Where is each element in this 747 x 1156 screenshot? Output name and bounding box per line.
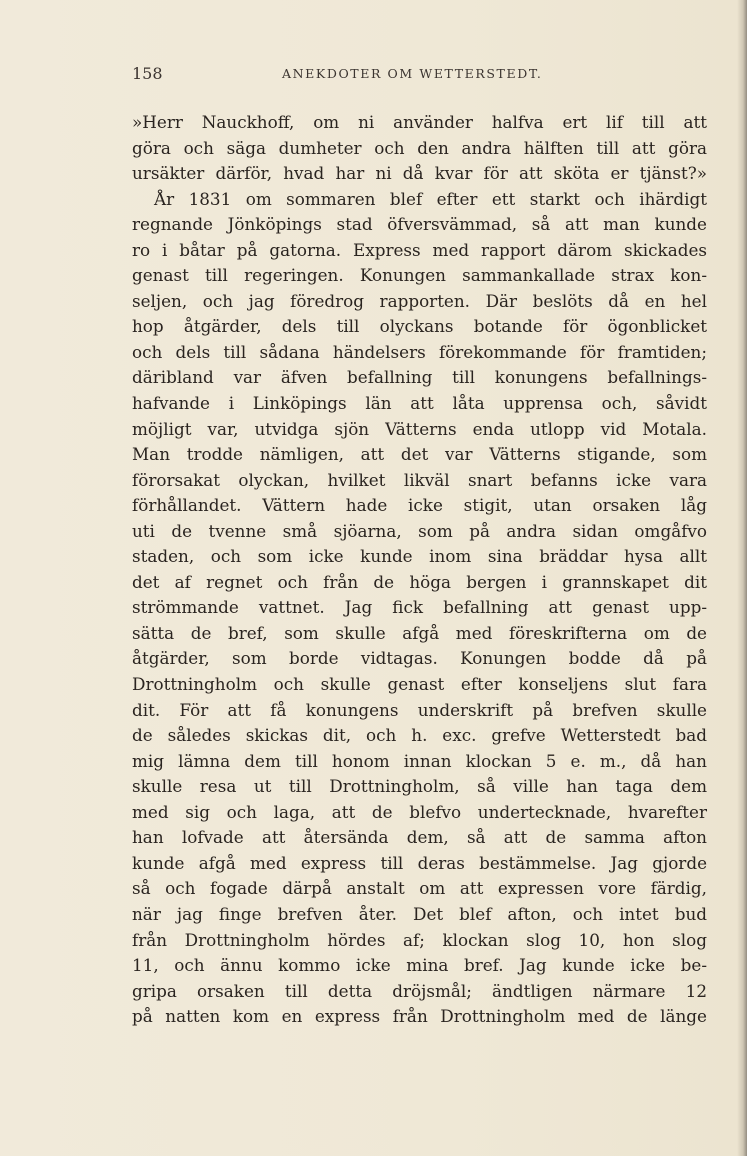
text-line: kunde afgå med express till deras bestämmelse. Jag gjorde [132,852,707,873]
page-number: 158 [132,64,163,83]
text-line: ro i båtar på gatorna. Express med rapport därom skickades [132,239,707,260]
text-line: göra och säga dumheter och den andra hälften till att göra [132,137,707,158]
text-line: han lofvade att återsända dem, så att de samma afton [132,827,707,848]
text-line: »Herr Nauckhoff, om ni använder halfva ert lif till att [132,112,707,132]
text-line: på natten kom en express från Drottningholm med de länge [132,1006,707,1027]
text-line: staden, och som icke kunde inom sina bräddar hysa allt [132,546,707,567]
text-line: förhållandet. Vättern hade icke stigit, utan orsaken låg [132,495,707,516]
text-line: sätta de bref, som skulle afgå med föreskrifterna om de [132,622,707,643]
text-line: regnande Jönköpings stad öfversvämmad, så att man kunde [132,214,707,235]
text-line: så och fogade därpå anstalt om att expressen vore färdig, [132,878,707,899]
text-line: hop åtgärder, dels till olyckans botande för ögonblicket [132,316,707,337]
text-line: Man trodde nämligen, att det var Vätterns stigande, som [132,444,707,465]
text-line: strömmande vattnet. Jag fick befallning att genast upp- [132,597,707,618]
text-line: uti de tvenne små sjöarna, som på andra sidan omgåfvo [132,520,707,541]
text-line: däribland var äfven befallning till konungens befallnings- [132,367,707,388]
text-line: förorsakat olyckan, hvilket likväl snart befanns icke vara [132,469,707,490]
text-line: möjligt var, utvidga sjön Vätterns enda utlopp vid Motala. [132,418,707,439]
body-text [132,110,707,1030]
text-line: från Drottningholm hördes af; klockan slog 10, hon slog [132,929,707,950]
text-line: mig lämna dem till honom innan klockan 5 e. m., då han [132,750,707,771]
text-line: det af regnet och från de höga bergen i grannskapet dit [132,571,707,592]
page-header [132,64,707,86]
text-line: Drottningholm och skulle genast efter konseljens slut fara [132,674,707,695]
text-line: med sig och laga, att de blefvo undertecknade, hvarefter [132,801,707,822]
text-line: när jag finge brefven åter. Det blef afton, och intet bud [132,903,707,924]
text-line: dit. För att få konungens underskrift på brefven skulle [132,699,707,720]
text-line: de således skickas dit, och h. exc. grefve Wetterstedt bad [132,725,707,746]
running-head: ANEKDOTER OM WETTERSTEDT. [282,66,543,81]
text-line: seljen, och jag föredrog rapporten. Där beslöts då en hel [132,290,707,311]
page-edge-shadow [737,0,747,1156]
text-line: och dels till sådana händelsers förekommande för framtiden; [132,341,707,362]
text-line: 11, och ännu kommo icke mina bref. Jag kunde icke be- [132,955,707,976]
text-line: genast till regeringen. Konungen sammankallade strax kon- [132,265,707,286]
text-line: ursäkter därför, hvad har ni då kvar för att sköta er tjänst?» [132,163,707,184]
text-line: gripa orsaken till detta dröjsmål; ändtligen närmare 12 [132,980,707,1001]
text-line: hafvande i Linköpings län att låta upprensa och, såvidt [132,393,707,414]
text-line: åtgärder, som borde vidtagas. Konungen bodde då på [132,648,707,669]
text-line: År 1831 om sommaren blef efter ett starkt och ihärdigt [154,188,707,209]
text-line: skulle resa ut till Drottningholm, så ville han taga dem [132,776,707,797]
